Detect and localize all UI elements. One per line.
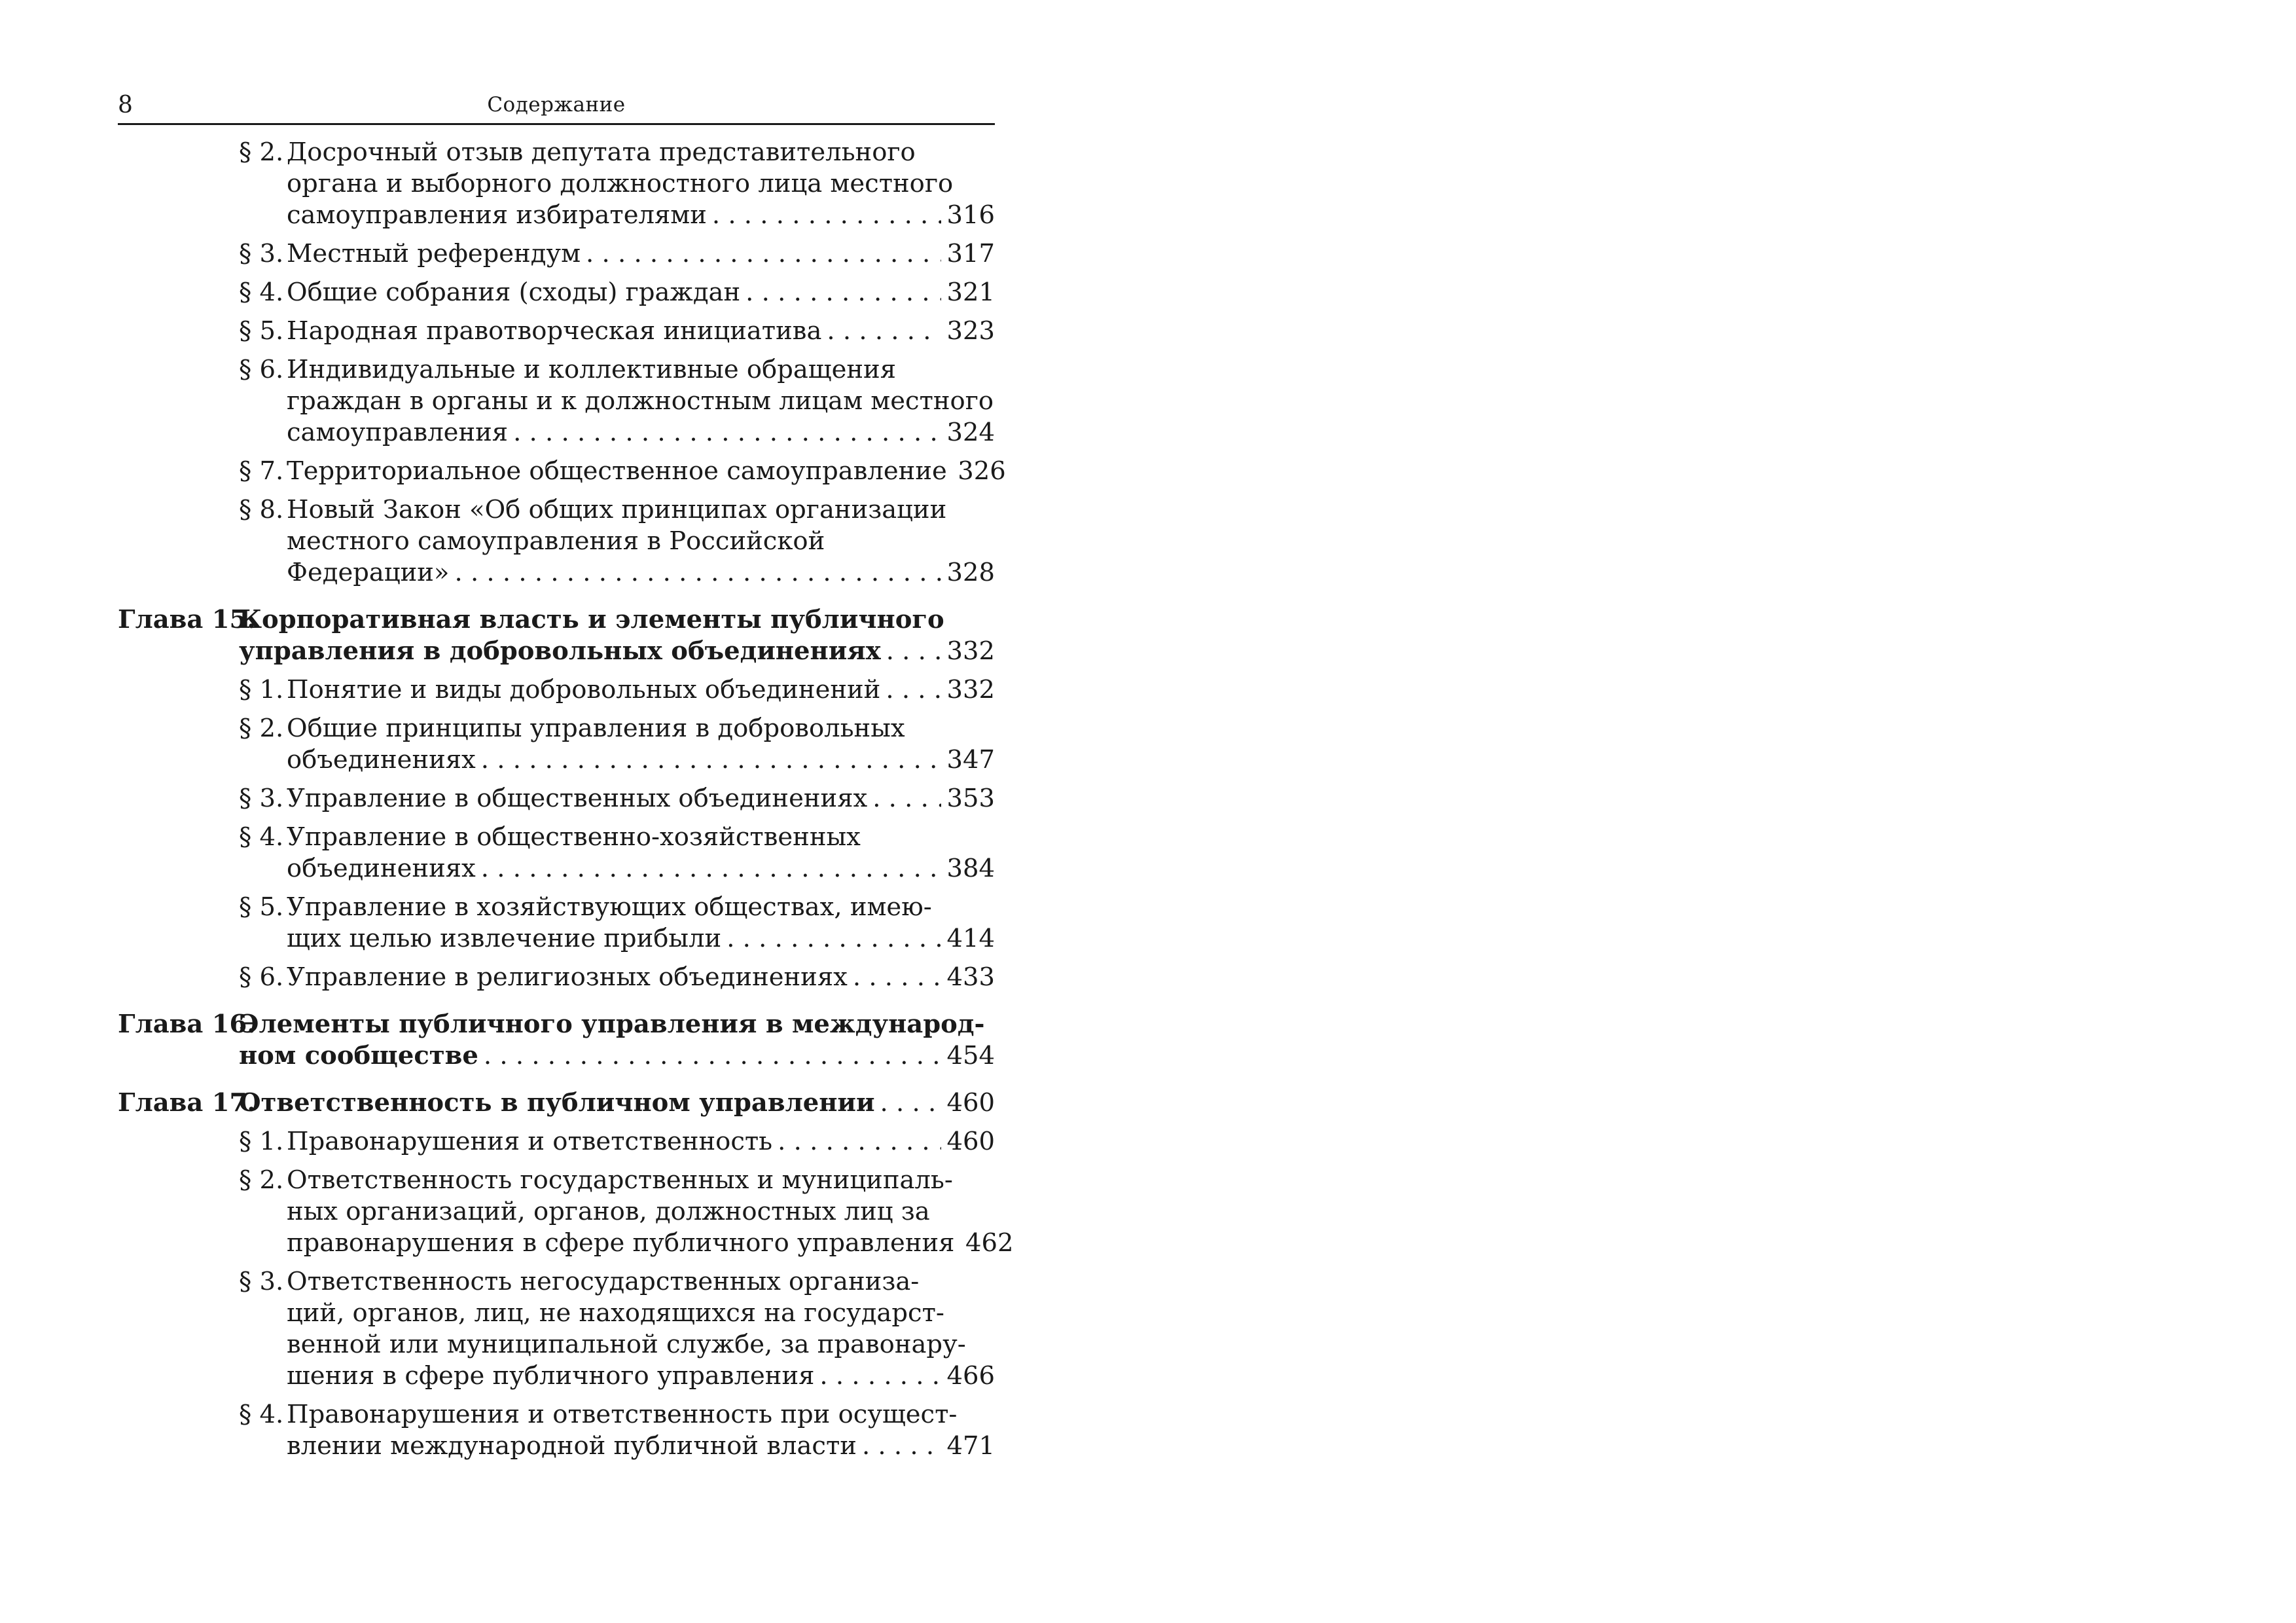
dot-leader (862, 1431, 941, 1462)
entry-title-line (239, 1040, 995, 1072)
page-reference: 384 (946, 854, 995, 883)
entry-title-text: Общие собрания (сходы) граждан (287, 278, 741, 307)
page-reference: 460 (946, 1088, 995, 1118)
entry-title-text: самоуправления избирателями (287, 200, 707, 230)
entry-title-line: Ответственность государственных и муниципаль- (287, 1165, 953, 1195)
page-reference: 316 (946, 200, 995, 230)
toc-section-entry (118, 316, 995, 347)
toc-section-entry (118, 713, 995, 776)
dot-leader (853, 962, 941, 993)
page-reference: 433 (946, 962, 995, 992)
toc-section-entry (118, 783, 995, 814)
page-reference: 328 (946, 558, 995, 587)
entry-title-line (239, 1087, 995, 1119)
dot-leader (481, 744, 941, 776)
entry-title-line (287, 456, 1006, 487)
page-reference: 414 (946, 924, 995, 953)
entry-title (287, 674, 995, 706)
section-number: § 3. (239, 239, 284, 268)
entry-title-line (287, 783, 995, 814)
section-number: § 3. (239, 1267, 284, 1296)
toc-section-entry (118, 238, 995, 270)
entry-title-line (287, 674, 995, 706)
section-number: § 7. (239, 456, 284, 486)
entry-title-line: Ответственность негосударственных организа- (287, 1267, 920, 1296)
table-of-contents (118, 137, 1014, 1462)
dot-leader (827, 316, 941, 347)
entry-title-line (287, 277, 995, 308)
dot-leader (819, 1360, 941, 1392)
page-reference: 317 (946, 239, 995, 268)
entry-title (287, 892, 995, 955)
dot-leader (880, 1087, 941, 1119)
entry-title-line (287, 923, 995, 955)
dot-leader (454, 557, 941, 589)
entry-title (287, 277, 995, 308)
toc-section-entry (118, 892, 995, 955)
entry-title-line (287, 200, 995, 231)
page-reference: 332 (946, 675, 995, 704)
entry-title-text: Понятие и виды добровольных объединений (287, 675, 881, 704)
toc-section-entry (118, 674, 995, 706)
page-reference: 471 (946, 1431, 995, 1461)
page-reference: 460 (946, 1127, 995, 1156)
entry-title (239, 604, 995, 667)
entry-title-line (287, 962, 995, 993)
entry-title-text: шения в сфере публичного управления (287, 1361, 815, 1391)
entry-title-text: щих целью извлечение прибыли (287, 924, 722, 953)
dot-leader (778, 1126, 941, 1158)
entry-title-line: Управление в общественно-хозяйственных (287, 822, 861, 852)
entry-title-line: Управление в хозяйствующих обществах, имею- (287, 892, 932, 922)
dot-leader (726, 923, 941, 955)
entry-title-line: Корпоративная власть и элементы публичного (239, 605, 944, 634)
dot-leader (886, 636, 941, 667)
entry-title-text: правонарушения в сфере публичного управления (287, 1228, 955, 1258)
entry-title-line: органа и выборного должностного лица местного (287, 169, 954, 198)
toc-section-entry (118, 137, 995, 231)
entry-title (287, 316, 995, 347)
entry-title-line (287, 1360, 995, 1392)
page-reference: 466 (946, 1361, 995, 1391)
section-number: § 3. (239, 784, 284, 813)
section-number: § 4. (239, 822, 284, 852)
entry-title (287, 962, 995, 993)
chapter-number: Глава 17. (118, 1088, 256, 1118)
entry-title-line: ных организаций, органов, должностных лиц за (287, 1197, 930, 1226)
entry-title-line (287, 1126, 995, 1158)
book-page (118, 84, 1014, 1462)
entry-title-text: Местный референдум (287, 239, 581, 268)
entry-title-text: объединениях (287, 854, 476, 883)
entry-title-text: Территориальное общественное самоуправление (287, 456, 947, 486)
section-number: § 5. (239, 316, 284, 346)
section-number: § 6. (239, 355, 284, 384)
entry-title-line (239, 636, 995, 667)
running-head (118, 84, 995, 125)
entry-title (287, 822, 995, 884)
section-number: § 5. (239, 892, 284, 922)
page-reference: 353 (946, 784, 995, 813)
entry-title-text: объединениях (287, 745, 476, 775)
section-number: § 1. (239, 1127, 284, 1156)
entry-title-line: Индивидуальные и коллективные обращения (287, 355, 896, 384)
page-reference: 324 (946, 418, 995, 447)
entry-title-line: венной или муниципальной службе, за правонару- (287, 1330, 966, 1359)
dot-leader (886, 674, 941, 706)
toc-section-entry (118, 1399, 995, 1462)
section-number: § 8. (239, 495, 284, 524)
entry-title (287, 1126, 995, 1158)
entry-title (287, 494, 995, 589)
entry-title (287, 1399, 995, 1462)
entry-title-text: влении международной публичной власти (287, 1431, 857, 1461)
section-number: § 4. (239, 1400, 284, 1429)
chapter-number: Глава 15. (118, 605, 256, 634)
entry-title-line (287, 238, 995, 270)
entry-title (287, 783, 995, 814)
toc-chapter-entry (118, 1087, 995, 1119)
page-reference: 462 (965, 1228, 1014, 1258)
section-number: § 2. (239, 714, 284, 743)
entry-title-text: Управление в общественных объединениях (287, 784, 868, 813)
section-number: § 1. (239, 675, 284, 704)
page-reference: 323 (946, 316, 995, 346)
section-number: § 2. (239, 137, 284, 167)
section-number: § 4. (239, 278, 284, 307)
toc-section-entry (118, 1165, 1014, 1259)
entry-title-line (287, 1431, 995, 1462)
entry-title-line (287, 557, 995, 589)
chapter-number: Глава 16. (118, 1010, 256, 1039)
page-reference: 321 (946, 278, 995, 307)
page-reference: 326 (958, 456, 1006, 486)
entry-title-text: Управление в религиозных объединениях (287, 962, 848, 992)
section-number: § 6. (239, 962, 284, 992)
entry-title-line (287, 316, 995, 347)
page-reference: 332 (946, 636, 995, 666)
entry-title-line: Элементы публичного управления в международ- (239, 1010, 985, 1039)
running-title: Содержание (487, 93, 626, 117)
section-number: § 2. (239, 1165, 284, 1195)
toc-chapter-entry (118, 604, 995, 667)
toc-chapter-entry (118, 1009, 995, 1072)
entry-title-text: Народная правотворческая инициатива (287, 316, 822, 346)
dot-leader (745, 277, 941, 308)
entry-title-line: ций, органов, лиц, не находящихся на государст- (287, 1298, 944, 1328)
entry-title-line: Досрочный отзыв депутата представительного (287, 137, 916, 167)
entry-title-text: Ответственность в публичном управлении (239, 1088, 875, 1118)
dot-leader (712, 200, 941, 231)
entry-title-text: Федерации» (287, 558, 450, 587)
toc-section-entry (118, 494, 995, 589)
toc-section-entry (118, 277, 995, 308)
toc-section-entry (118, 962, 995, 993)
toc-section-entry (118, 1126, 995, 1158)
entry-title (287, 238, 995, 270)
entry-title (239, 1009, 995, 1072)
page-reference: 454 (946, 1041, 995, 1070)
entry-title (287, 1165, 1014, 1259)
dot-leader (586, 238, 941, 270)
entry-title-text: управления в добровольных объединениях (239, 636, 881, 666)
entry-title-line (287, 417, 995, 448)
entry-title (287, 713, 995, 776)
entry-title-line (287, 853, 995, 884)
entry-title-line: граждан в органы и к должностным лицам местного (287, 386, 994, 416)
entry-title-line: местного самоуправления в Российской (287, 526, 825, 556)
toc-section-entry (118, 456, 1006, 487)
entry-title-text: самоуправления (287, 418, 509, 447)
entry-title-line (287, 1228, 1014, 1259)
toc-section-entry (118, 1266, 995, 1392)
entry-title (287, 137, 995, 231)
entry-title-text: ном сообществе (239, 1041, 478, 1070)
entry-title-line: Новый Закон «Об общих принципах организации (287, 495, 947, 524)
toc-section-entry (118, 822, 995, 884)
dot-leader (513, 417, 941, 448)
entry-title (239, 1087, 995, 1119)
entry-title-text: Правонарушения и ответственность (287, 1127, 773, 1156)
entry-title (287, 1266, 995, 1392)
dot-leader (484, 1040, 941, 1072)
dot-leader (481, 853, 941, 884)
dot-leader (872, 783, 941, 814)
entry-title (287, 456, 1006, 487)
entry-title (287, 354, 995, 448)
page-reference: 347 (946, 745, 995, 775)
entry-title-line (287, 744, 995, 776)
page-number: 8 (118, 92, 133, 119)
entry-title-line: Правонарушения и ответственность при осущест- (287, 1400, 958, 1429)
entry-title-line: Общие принципы управления в добровольных (287, 714, 905, 743)
toc-section-entry (118, 354, 995, 448)
